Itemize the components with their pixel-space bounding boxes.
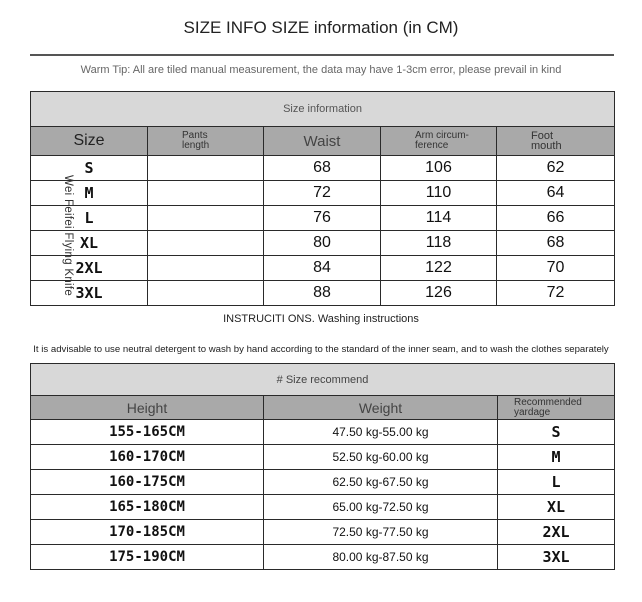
arm-cell: 114	[381, 206, 497, 231]
column-header-arm: Arm circum- ference	[381, 127, 497, 156]
size-table-caption: Size information	[31, 92, 615, 127]
warm-tip: Warm Tip: All are tiled manual measurement, the data may have 1-3cm error, please prevail in kind	[80, 64, 562, 76]
table-row	[31, 420, 615, 445]
recommended-size-cell: 2XL	[498, 520, 615, 545]
waist-cell: 76	[264, 206, 381, 231]
column-header-height: Height	[31, 396, 264, 420]
length-cell	[148, 181, 264, 206]
vertical-brand-note: Wei Feifei Flying Knife	[62, 175, 74, 297]
column-header-waist: Waist	[264, 127, 381, 156]
arm-cell: 122	[381, 256, 497, 281]
waist-cell: 84	[264, 256, 381, 281]
column-header-weight: Weight	[264, 396, 498, 420]
washing-instructions-text: It is advisable to use neutral detergent to wash by hand according to the standard of the inner seam, and to wash the clothes separately	[33, 344, 609, 355]
height-cell: 165-180CM	[31, 495, 264, 520]
height-cell: 155-165CM	[31, 420, 264, 445]
waist-cell: 68	[264, 156, 381, 181]
table-row	[31, 256, 615, 281]
size-cell: XL	[31, 231, 148, 256]
table-row	[31, 445, 615, 470]
page-title: SIZE INFO SIZE information (in CM)	[183, 18, 459, 37]
size-cell: 3XL	[31, 281, 148, 306]
table-row	[31, 206, 615, 231]
recommend-table-caption: # Size recommend	[31, 364, 615, 396]
arm-cell: 110	[381, 181, 497, 206]
size-cell: L	[31, 206, 148, 231]
table-row	[31, 156, 615, 181]
table-row	[31, 281, 615, 306]
height-cell: 160-170CM	[31, 445, 264, 470]
foot-cell: 72	[497, 281, 615, 306]
weight-cell: 72.50 kg-77.50 kg	[264, 520, 498, 545]
foot-cell: 70	[497, 256, 615, 281]
size-cell: 2XL	[31, 256, 148, 281]
foot-cell: 68	[497, 231, 615, 256]
table-row	[31, 520, 615, 545]
waist-cell: 80	[264, 231, 381, 256]
weight-cell: 52.50 kg-60.00 kg	[264, 445, 498, 470]
foot-cell: 62	[497, 156, 615, 181]
arm-cell: 126	[381, 281, 497, 306]
size-recommend-table	[30, 363, 615, 570]
table-row	[31, 495, 615, 520]
washing-instructions-title: INSTRUCITI ONS. Washing instructions	[223, 313, 419, 325]
recommended-size-cell: L	[498, 470, 615, 495]
title-divider	[30, 54, 614, 56]
table-row	[31, 545, 615, 570]
recommended-size-cell: S	[498, 420, 615, 445]
recommended-size-cell: 3XL	[498, 545, 615, 570]
height-cell: 175-190CM	[31, 545, 264, 570]
length-cell	[148, 206, 264, 231]
table-row	[31, 181, 615, 206]
weight-cell: 80.00 kg-87.50 kg	[264, 545, 498, 570]
height-cell: 170-185CM	[31, 520, 264, 545]
length-cell	[148, 281, 264, 306]
weight-cell: 47.50 kg-55.00 kg	[264, 420, 498, 445]
foot-cell: 66	[497, 206, 615, 231]
column-header-pants-length: Pants length	[148, 127, 264, 156]
table-row	[31, 231, 615, 256]
column-header-size: Size	[31, 127, 148, 156]
length-cell	[148, 256, 264, 281]
waist-cell: 88	[264, 281, 381, 306]
size-cell: M	[31, 181, 148, 206]
foot-cell: 64	[497, 181, 615, 206]
size-cell: S	[31, 156, 148, 181]
recommended-size-cell: XL	[498, 495, 615, 520]
arm-cell: 106	[381, 156, 497, 181]
column-header-recommended-yardage: Recommended yardage	[498, 396, 615, 420]
length-cell	[148, 231, 264, 256]
arm-cell: 118	[381, 231, 497, 256]
weight-cell: 65.00 kg-72.50 kg	[264, 495, 498, 520]
column-header-foot-mouth: Foot mouth	[497, 127, 615, 156]
height-cell: 160-175CM	[31, 470, 264, 495]
length-cell	[148, 156, 264, 181]
recommended-size-cell: M	[498, 445, 615, 470]
weight-cell: 62.50 kg-67.50 kg	[264, 470, 498, 495]
table-row	[31, 470, 615, 495]
size-info-table	[30, 91, 615, 306]
waist-cell: 72	[264, 181, 381, 206]
